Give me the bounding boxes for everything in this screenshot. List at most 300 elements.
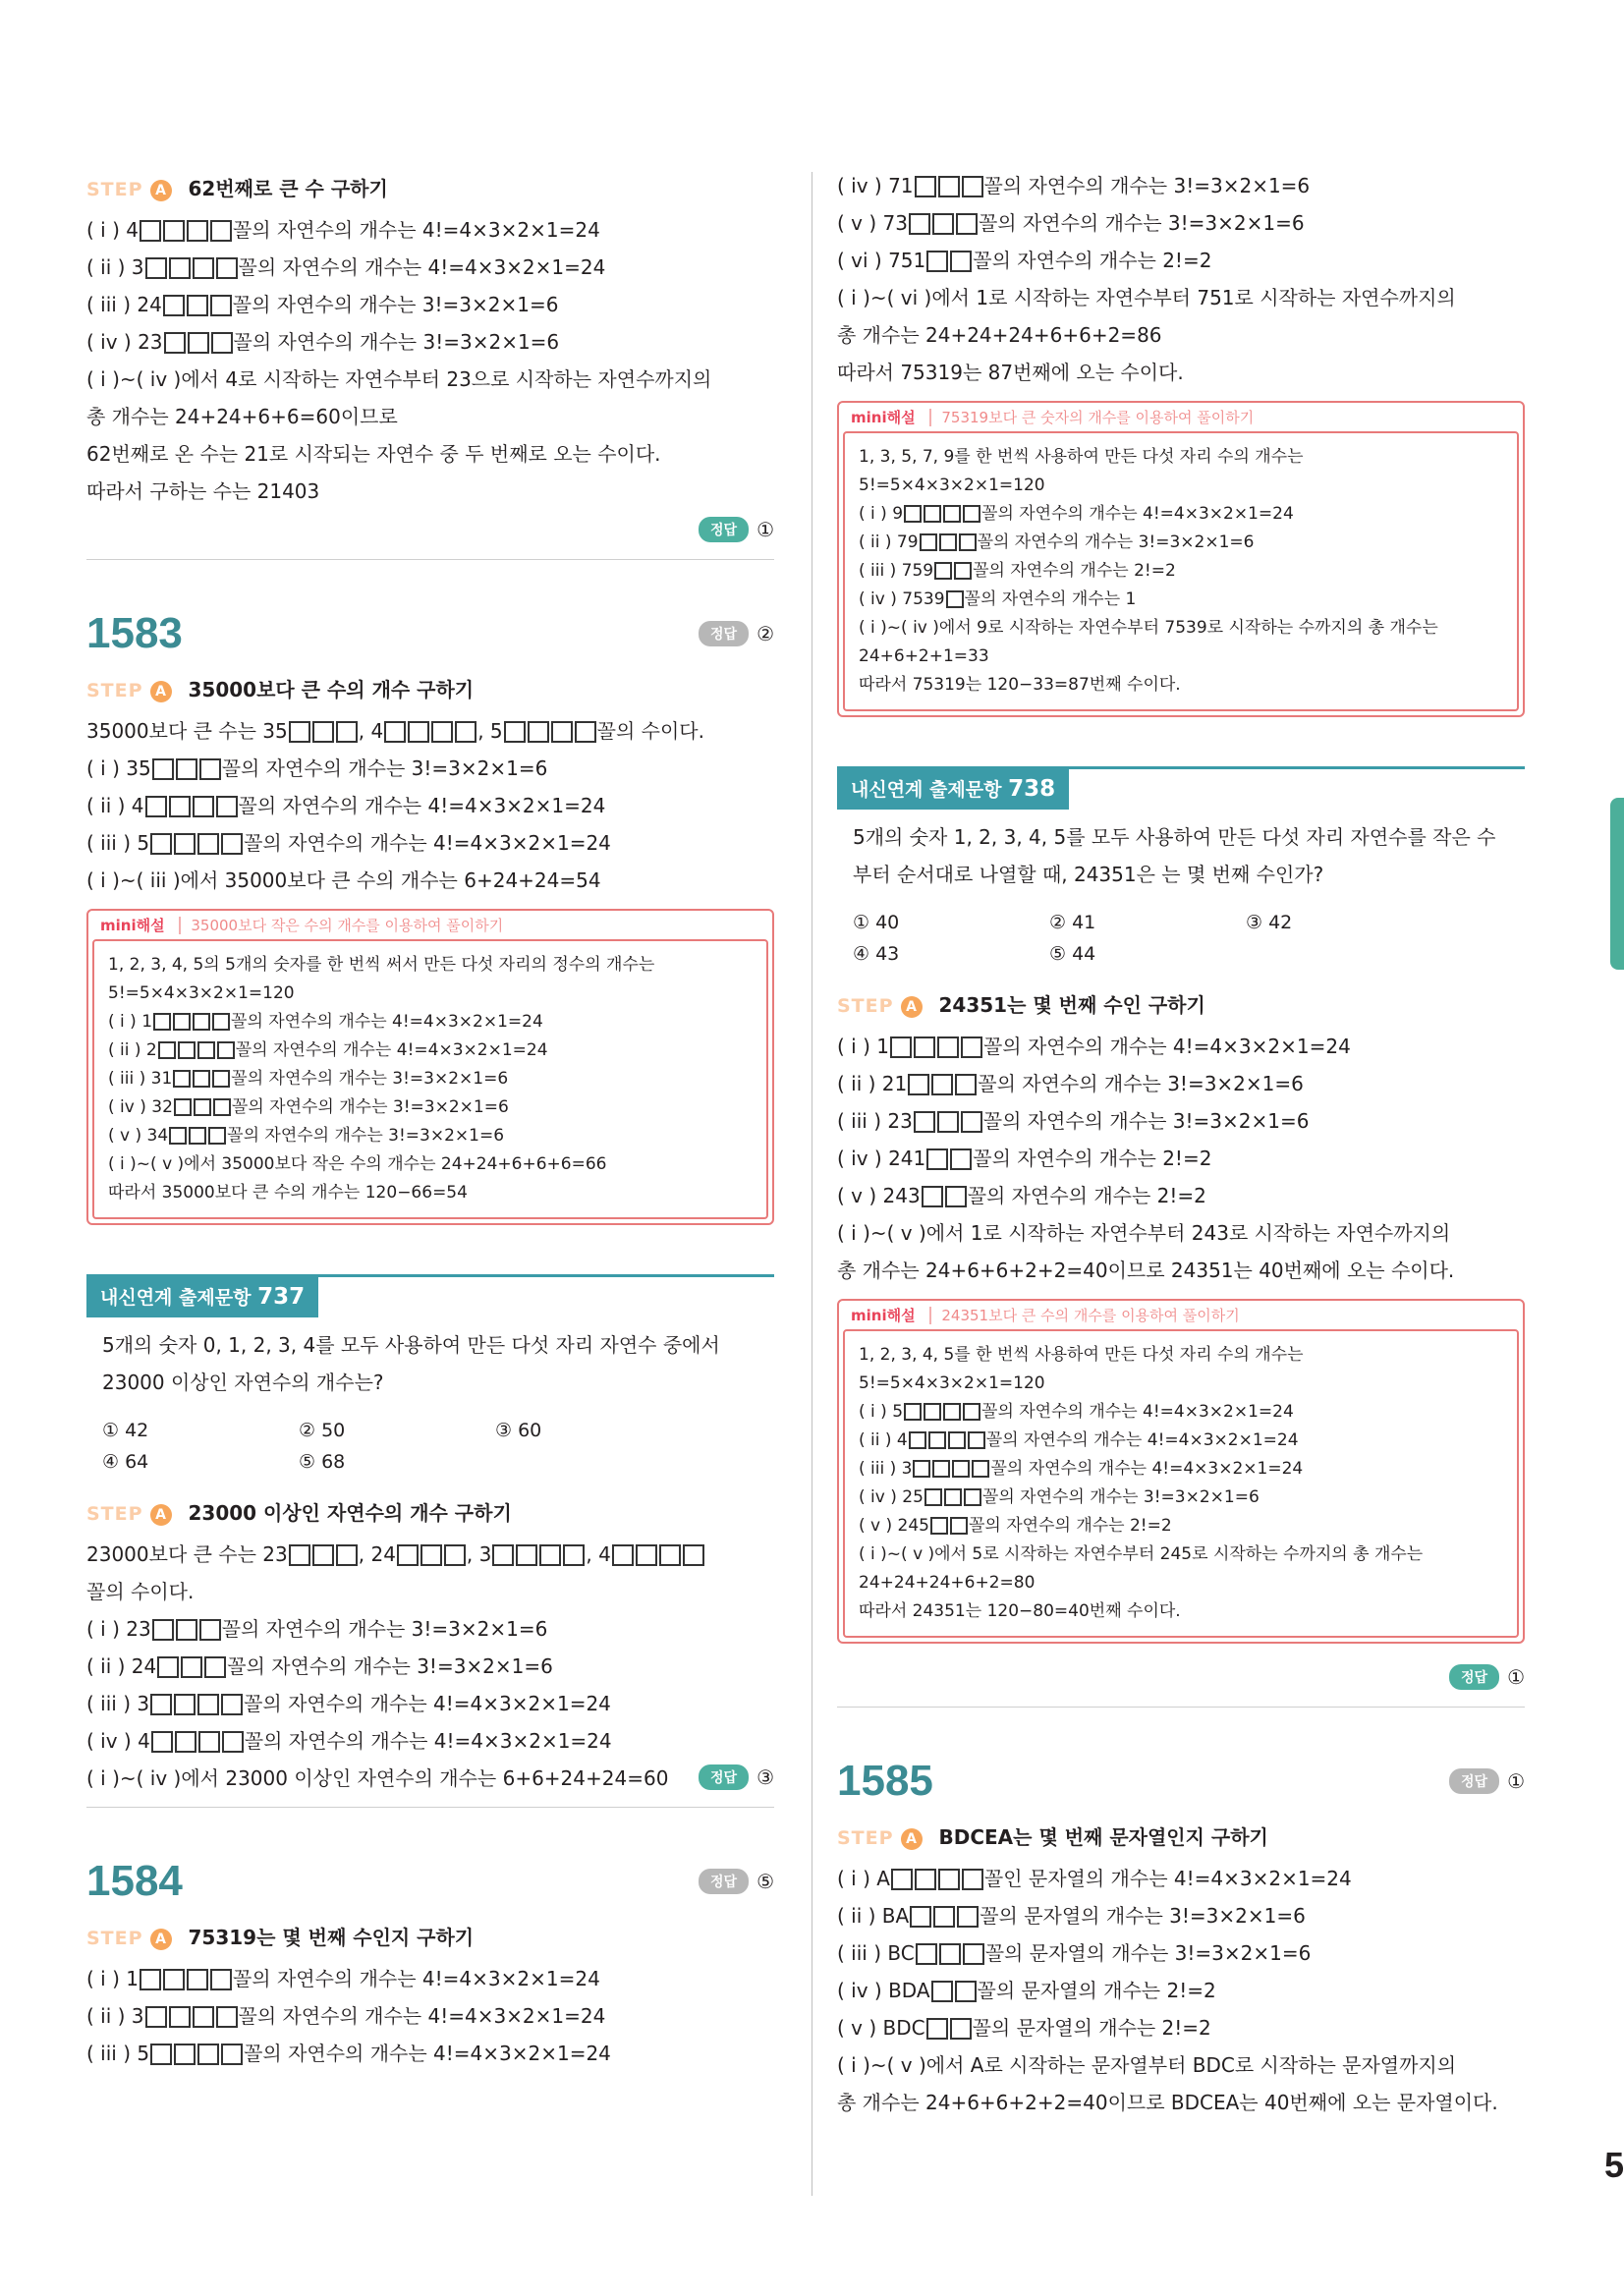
line-text: ( iii ) 759 <box>859 561 934 581</box>
blank-box-icon <box>955 1981 977 2002</box>
blank-box-icon <box>950 251 972 272</box>
blank-box-icon <box>222 1731 244 1753</box>
right-column <box>837 167 1525 2121</box>
step-title: 75319는 몇 번째 수인지 구하기 <box>188 1926 475 1949</box>
blank-box-icon <box>189 1127 206 1145</box>
choice-1[interactable]: ① 40 <box>853 912 900 933</box>
blank-box-icon <box>216 257 238 279</box>
solution-line <box>837 1102 1525 1140</box>
blank-box-icon <box>950 2018 972 2040</box>
answer-value: ① <box>1507 1665 1525 1689</box>
step-circle-badge: A <box>901 1828 923 1850</box>
exam-question-text: 5개의 숫자 0, 1, 2, 3, 4를 모두 사용하여 만든 다섯 자리 자연수 중에서 23000 이상인 자연수의 개수는? <box>102 1333 720 1394</box>
line-text: 꼴의 자연수의 개수는 4!=4×3×2×1=24 <box>238 255 606 279</box>
blank-box-icon <box>943 505 961 523</box>
line-text: 꼴의 자연수의 개수는 4!=4×3×2×1=24 <box>244 1729 612 1753</box>
step-heading: STEP A 75319는 몇 번째 수인지 구하기 <box>86 1926 475 1949</box>
answer-badge: 정답 <box>699 1764 749 1790</box>
choice-3[interactable]: ③ 60 <box>495 1420 542 1441</box>
solution-line <box>859 1341 1503 1370</box>
line-text: 24+24+24+6+2=80 <box>859 1573 1036 1593</box>
line-text: ( i ) 1 <box>86 1967 139 1990</box>
line-text: ( iv ) 241 <box>837 1147 926 1170</box>
solution-lines <box>837 1860 1525 2121</box>
blank-box-icon <box>890 1036 912 1058</box>
blank-box-icon <box>516 1544 537 1566</box>
chapter-side-tab <box>1610 798 1624 970</box>
line-text: 23000보다 큰 수는 23 <box>86 1542 288 1566</box>
line-text: , 24 <box>358 1542 396 1566</box>
line-text: 꼴의 자연수의 개수는 1 <box>964 589 1137 609</box>
solution-line <box>859 643 1503 671</box>
blank-box-icon <box>174 2044 196 2065</box>
answer-choices <box>86 1409 774 1491</box>
solution-line <box>86 2035 774 2072</box>
problem-number: 1584 <box>86 1857 183 1905</box>
solution-line <box>86 1573 774 1610</box>
blank-box-icon <box>962 176 983 197</box>
blank-box-icon <box>187 295 208 316</box>
blank-box-icon <box>933 1906 955 1928</box>
solution-line <box>837 1028 1525 1065</box>
exam-tag: 내신연계 출제문항 738 <box>837 769 1069 810</box>
mini-label: mini해설 <box>851 1307 916 1324</box>
blank-box-icon <box>492 1544 514 1566</box>
blank-box-icon <box>176 1619 197 1641</box>
line-text: ( i )~( iv )에서 23000 이상인 자연수의 개수는 6+6+24+24=60 <box>86 1766 669 1790</box>
blank-box-icon <box>188 332 209 354</box>
blank-box-icon <box>913 1460 930 1478</box>
blank-box-icon <box>210 295 232 316</box>
solution-lines <box>837 1028 1525 1289</box>
blank-box-icon <box>187 220 208 242</box>
choice-4[interactable]: ④ 43 <box>853 943 900 965</box>
answer-badge: 정답 <box>1449 1664 1499 1690</box>
solution-line <box>837 1214 1525 1252</box>
line-text: 꼴의 자연수의 개수는 3!=3×2×1=6 <box>221 1617 548 1641</box>
step-heading: STEP A 23000 이상인 자연수의 개수 구하기 <box>86 1501 512 1525</box>
solution-line <box>86 211 774 249</box>
solution-line <box>859 1427 1503 1455</box>
blank-box-icon <box>924 1488 942 1506</box>
blank-box-icon <box>194 1098 211 1116</box>
blank-box-icon <box>193 796 214 817</box>
solution-line <box>859 1597 1503 1626</box>
blank-box-icon <box>150 2044 172 2065</box>
mini-explanation-box <box>86 909 774 1225</box>
problem-number: 1585 <box>837 1757 933 1805</box>
line-text: 꼴의 자연수의 개수는 4!=4×3×2×1=24 <box>235 1040 548 1060</box>
line-text: ( ii ) 2 <box>108 1040 157 1060</box>
line-text: 꼴의 자연수의 개수는 3!=3×2×1=6 <box>981 1487 1260 1507</box>
blank-box-icon <box>551 721 573 743</box>
line-text: 1, 3, 5, 7, 9를 한 번씩 사용하여 만든 다섯 자리 수의 개수는 <box>859 447 1304 467</box>
blank-box-icon <box>152 758 174 780</box>
blank-box-icon <box>950 1517 968 1535</box>
blank-box-icon <box>528 721 549 743</box>
choice-1[interactable]: ① 42 <box>102 1420 149 1441</box>
line-text: 꼴의 자연수의 개수는 2!=2 <box>967 1184 1206 1207</box>
blank-box-icon <box>408 721 429 743</box>
line-text: 총 개수는 24+24+24+6+6+2=86 <box>837 323 1162 347</box>
line-text: ( i )~( v )에서 A로 시작하는 문자열부터 BDC로 시작하는 문자열까지의 <box>837 2053 1457 2077</box>
line-text: 따라서 75319는 87번째에 오는 수이다. <box>837 361 1184 384</box>
line-text: ( i )~( v )에서 1로 시작하는 자연수부터 243로 시작하는 자연수까지의 <box>837 1221 1451 1245</box>
blank-box-icon <box>169 257 191 279</box>
step-heading: STEP A BDCEA는 몇 번째 문자열인지 구하기 <box>837 1825 1268 1849</box>
blank-box-icon <box>140 220 161 242</box>
solution-line <box>859 1540 1503 1569</box>
blank-box-icon <box>145 2006 167 2028</box>
step-title: 24351는 몇 번째 수인 구하기 <box>938 993 1205 1017</box>
solution-line <box>837 1860 1525 1897</box>
step-circle-badge: A <box>150 180 172 201</box>
blank-box-icon <box>937 1111 959 1133</box>
section-rule <box>837 1707 1525 1708</box>
blank-box-icon <box>212 1070 230 1088</box>
solution-lines <box>86 211 774 510</box>
blank-box-icon <box>163 220 185 242</box>
mini-body <box>843 1329 1519 1638</box>
blank-box-icon <box>636 1544 657 1566</box>
solution-line <box>837 2009 1525 2046</box>
line-text: 따라서 75319는 120−33=87번째 수이다. <box>859 675 1181 695</box>
step-title: 62번째로 큰 수 구하기 <box>188 177 388 200</box>
blank-box-icon <box>153 1013 171 1031</box>
blank-box-icon <box>891 1869 913 1890</box>
line-text: 24+6+2+1=33 <box>859 646 989 666</box>
line-text: , 4 <box>586 1542 611 1566</box>
problem-header-1584 <box>86 1857 774 1906</box>
line-text: ( iii ) 3 <box>859 1459 913 1479</box>
problem-header-1583 <box>86 609 774 658</box>
choice-2[interactable]: ② 50 <box>299 1420 346 1441</box>
choice-5[interactable]: ⑤ 68 <box>299 1451 346 1473</box>
blank-box-icon <box>289 721 310 743</box>
line-text: 꼴의 자연수의 개수는 2!=2 <box>968 1516 1172 1536</box>
answer-badge: 정답 <box>699 517 749 542</box>
solution-line <box>86 1685 774 1722</box>
answer-value: ③ <box>756 1765 774 1789</box>
solution-line <box>837 316 1525 354</box>
line-text: 꼴의 자연수의 개수는 3!=3×2×1=6 <box>233 330 560 354</box>
answer-value: ① <box>756 518 774 541</box>
choice-3[interactable]: ③ 42 <box>1246 912 1293 933</box>
blank-box-icon <box>950 1148 972 1170</box>
solution-lines <box>86 1960 774 2072</box>
step-title: 23000 이상인 자연수의 개수 구하기 <box>188 1501 512 1525</box>
line-text: 총 개수는 24+6+6+2+2=40이므로 24351는 40번째에 오는 수이다. <box>837 1259 1455 1282</box>
solution-line <box>86 824 774 862</box>
page-number: 5 <box>1603 2145 1624 2185</box>
solution-line <box>86 473 774 510</box>
blank-box-icon <box>904 505 922 523</box>
solution-line <box>859 1512 1503 1540</box>
line-text: 62번째로 온 수는 21로 시작되는 자연수 중 두 번째로 오는 수이다. <box>86 442 661 466</box>
blank-box-icon <box>924 505 941 523</box>
blank-box-icon <box>939 1943 961 1965</box>
line-text: 꼴의 자연수의 개수는 3!=3×2×1=6 <box>227 1654 553 1678</box>
blank-box-icon <box>210 220 232 242</box>
blank-box-icon <box>164 332 186 354</box>
blank-box-icon <box>943 1403 961 1421</box>
line-text: ( iv ) 4 <box>86 1729 150 1753</box>
mini-label: mini해설 <box>100 917 165 934</box>
answer-badge: 정답 <box>699 621 749 646</box>
line-text: ( iii ) 23 <box>837 1109 913 1133</box>
blank-box-icon <box>455 721 476 743</box>
line-text: 5!=5×4×3×2×1=120 <box>108 983 295 1003</box>
line-text: ( iii ) 5 <box>86 831 150 855</box>
blank-box-icon <box>158 1041 176 1059</box>
line-text: 5!=5×4×3×2×1=120 <box>859 476 1045 495</box>
solution-line <box>86 286 774 323</box>
blank-box-icon <box>210 1969 232 1990</box>
exam-number: 737 <box>257 1284 306 1310</box>
blank-box-icon <box>336 1544 358 1566</box>
blank-box-icon <box>915 176 936 197</box>
answer-badge: 정답 <box>1449 1768 1499 1794</box>
step-heading: STEP A 62번째로 큰 수 구하기 <box>86 177 388 200</box>
step-title: 35000보다 큰 수의 개수 구하기 <box>188 678 475 701</box>
blank-box-icon <box>926 251 948 272</box>
blank-box-icon <box>163 295 185 316</box>
solution-line <box>86 750 774 787</box>
blank-box-icon <box>612 1544 634 1566</box>
line-text: 꼴의 자연수의 개수는 3!=3×2×1=6 <box>978 1072 1304 1095</box>
line-text: 꼴의 자연수의 개수는 3!=3×2×1=6 <box>231 1069 509 1089</box>
line-text: 꼴의 자연수의 개수는 4!=4×3×2×1=24 <box>981 504 1294 524</box>
solution-line <box>108 1093 753 1122</box>
line-text: ( v ) 73 <box>837 211 908 235</box>
blank-box-icon <box>145 257 167 279</box>
blank-box-icon <box>683 1544 704 1566</box>
blank-box-icon <box>169 796 191 817</box>
solution-line <box>837 1897 1525 1934</box>
blank-box-icon <box>920 533 937 551</box>
blank-box-icon <box>909 1431 926 1449</box>
line-text: 꼴의 자연수의 개수는 4!=4×3×2×1=24 <box>231 1012 543 1032</box>
solution-lines <box>837 167 1525 391</box>
step-circle-badge: A <box>150 1929 172 1950</box>
solution-line <box>86 787 774 824</box>
blank-box-icon <box>174 833 196 855</box>
step-heading: STEP A 24351는 몇 번째 수인 구하기 <box>837 993 1205 1017</box>
line-text: ( iii ) 24 <box>86 293 162 316</box>
blank-box-icon <box>169 2006 191 2028</box>
line-text: 1, 2, 3, 4, 5를 한 번씩 사용하여 만든 다섯 자리 수의 개수는 <box>859 1345 1304 1365</box>
solution-line <box>859 1484 1503 1512</box>
line-text: , 5 <box>477 719 503 743</box>
blank-box-icon <box>336 721 358 743</box>
blank-box-icon <box>937 1036 959 1058</box>
mini-explanation-box <box>837 1299 1525 1644</box>
line-text: ( ii ) BA <box>837 1904 910 1928</box>
line-text: ( i )~( iv )에서 9로 시작하는 자연수부터 7539로 시작하는 수까지의 총 개수는 <box>859 618 1438 638</box>
solution-line <box>86 1536 774 1573</box>
line-text: 꼴의 문자열의 개수는 2!=2 <box>972 2016 1211 2040</box>
solution-line <box>86 398 774 435</box>
line-text: ( ii ) 3 <box>86 2004 144 2028</box>
line-text: 꼴인 문자열의 개수는 4!=4×3×2×1=24 <box>983 1867 1352 1890</box>
line-text: 꼴의 자연수의 개수는 4!=4×3×2×1=24 <box>985 1430 1299 1450</box>
line-text: 꼴의 자연수의 개수는 3!=3×2×1=6 <box>231 1097 509 1117</box>
solution-line <box>837 1972 1525 2009</box>
choice-5[interactable]: ⑤ 44 <box>1049 943 1096 965</box>
blank-box-icon <box>187 1969 208 1990</box>
blank-box-icon <box>916 1943 937 1965</box>
line-text: ( v ) 245 <box>859 1516 929 1536</box>
blank-box-icon <box>199 758 221 780</box>
blank-box-icon <box>963 505 980 523</box>
solution-line <box>108 1036 753 1065</box>
solution-line <box>86 435 774 473</box>
line-text: 꼴의 자연수의 개수는 4!=4×3×2×1=24 <box>232 218 600 242</box>
mini-topic: 24351보다 큰 수의 개수를 이용하여 풀이하기 <box>929 1307 1239 1324</box>
line-text: ( i )~( v )에서 5로 시작하는 자연수부터 245로 시작하는 수까지의 총 개수는 <box>859 1544 1424 1564</box>
line-text: ( v ) BDC <box>837 2016 925 2040</box>
solution-line <box>108 980 753 1008</box>
line-text: ( i ) 23 <box>86 1617 151 1641</box>
blank-box-icon <box>539 1544 561 1566</box>
solution-line <box>859 1455 1503 1484</box>
line-text: ( i ) A <box>837 1867 890 1890</box>
blank-box-icon <box>926 2018 948 2040</box>
solution-line <box>108 951 753 980</box>
blank-box-icon <box>575 721 596 743</box>
blank-box-icon <box>944 1488 962 1506</box>
blank-box-icon <box>175 1731 196 1753</box>
line-text: ( i ) 35 <box>86 756 151 780</box>
blank-box-icon <box>945 1186 967 1207</box>
blank-box-icon <box>397 1544 419 1566</box>
blank-box-icon <box>140 1969 161 1990</box>
solution-line <box>86 1960 774 1997</box>
blank-box-icon <box>221 1694 243 1715</box>
choice-4[interactable]: ④ 64 <box>102 1451 149 1473</box>
blank-box-icon <box>948 1431 966 1449</box>
line-text: ( iv ) 32 <box>108 1097 173 1117</box>
blank-box-icon <box>961 1111 982 1133</box>
blank-box-icon <box>211 332 233 354</box>
line-text: ( iv ) 23 <box>86 330 163 354</box>
line-text: 꼴의 자연수의 개수는 2!=2 <box>973 561 1176 581</box>
blank-box-icon <box>910 1906 931 1928</box>
line-text: ( iii ) 3 <box>86 1692 150 1715</box>
line-text: 꼴의 자연수의 개수는 3!=3×2×1=6 <box>977 532 1255 552</box>
line-text: ( ii ) 4 <box>859 1430 908 1450</box>
line-text: 꼴의 자연수의 개수는 4!=4×3×2×1=24 <box>982 1035 1351 1058</box>
line-text: 꼴의 자연수의 개수는 2!=2 <box>973 1147 1212 1170</box>
solution-line <box>86 1610 774 1648</box>
blank-box-icon <box>193 257 214 279</box>
blank-box-icon <box>930 1517 948 1535</box>
solution-line <box>859 1569 1503 1597</box>
line-text: 꼴의 자연수의 개수는 4!=4×3×2×1=24 <box>238 2004 606 2028</box>
line-text: ( ii ) 24 <box>86 1654 157 1678</box>
blank-box-icon <box>956 213 978 235</box>
blank-box-icon <box>968 1431 985 1449</box>
line-text: 따라서 구하는 수는 21403 <box>86 479 320 503</box>
solution-line <box>837 204 1525 242</box>
step-circle-badge: A <box>901 996 923 1018</box>
blank-box-icon <box>964 1488 981 1506</box>
solution-line <box>837 2046 1525 2084</box>
line-text: 꼴의 문자열의 개수는 3!=3×2×1=6 <box>984 1941 1312 1965</box>
blank-box-icon <box>659 1544 681 1566</box>
line-text: ( ii ) 4 <box>86 794 144 817</box>
mini-body <box>92 939 768 1219</box>
blank-box-icon <box>934 562 952 580</box>
line-text: 꼴의 자연수의 개수는 3!=3×2×1=6 <box>232 293 559 316</box>
blank-box-icon <box>208 1127 226 1145</box>
blank-box-icon <box>420 1544 442 1566</box>
blank-box-icon <box>909 213 930 235</box>
solution-line <box>859 1370 1503 1398</box>
blank-box-icon <box>914 1036 935 1058</box>
blank-box-icon <box>173 1070 191 1088</box>
line-text: ( iv ) 71 <box>837 174 914 197</box>
line-text: 35000보다 큰 수는 35 <box>86 719 288 743</box>
solution-line <box>86 1648 774 1685</box>
line-text: 꼴의 자연수의 개수는 4!=4×3×2×1=24 <box>244 2042 611 2065</box>
blank-box-icon <box>926 1148 948 1170</box>
line-text: 따라서 35000보다 큰 수의 개수는 120−66=54 <box>108 1183 468 1203</box>
solution-line <box>86 361 774 398</box>
blank-box-icon <box>174 1694 196 1715</box>
mini-label: mini해설 <box>851 409 916 426</box>
exam-question-text: 5개의 숫자 1, 2, 3, 4, 5를 모두 사용하여 만든 다섯 자리 자연수를 작은 수 부터 순서대로 나열할 때, 24351은 는 몇 번째 수인가? <box>853 825 1496 886</box>
blank-box-icon <box>221 833 243 855</box>
blank-box-icon <box>181 1656 202 1678</box>
line-text: , 4 <box>358 719 384 743</box>
solution-line <box>837 1065 1525 1102</box>
blank-box-icon <box>221 2044 243 2065</box>
solution-line <box>86 323 774 361</box>
solution-line <box>108 1150 753 1179</box>
mini-topic: 35000보다 작은 수의 개수를 이용하여 풀이하기 <box>179 917 503 934</box>
answer-value: ⑤ <box>756 1870 774 1893</box>
line-text: 꼴의 자연수의 개수는 4!=4×3×2×1=24 <box>981 1402 1294 1422</box>
blank-box-icon <box>938 176 960 197</box>
solution-line <box>837 1177 1525 1214</box>
blank-box-icon <box>961 1036 982 1058</box>
blank-box-icon <box>178 1041 196 1059</box>
blank-box-icon <box>157 1656 179 1678</box>
line-text: ( iii ) BC <box>837 1941 915 1965</box>
line-text: 꼴의 자연수의 개수는 3!=3×2×1=6 <box>978 211 1305 235</box>
answer-value: ② <box>756 622 774 645</box>
line-text: ( v ) 243 <box>837 1184 921 1207</box>
line-text: 총 개수는 24+24+6+6=60이므로 <box>86 405 398 428</box>
line-text: ( ii ) 3 <box>86 255 144 279</box>
blank-box-icon <box>312 721 334 743</box>
exam-number: 738 <box>1008 776 1056 802</box>
blank-box-icon <box>504 721 526 743</box>
blank-box-icon <box>924 1403 941 1421</box>
solution-line <box>859 671 1503 700</box>
solution-line <box>837 1140 1525 1177</box>
solution-line <box>108 1122 753 1150</box>
solution-line <box>837 2084 1525 2121</box>
blank-box-icon <box>962 1869 983 1890</box>
blank-box-icon <box>931 1074 953 1095</box>
blank-box-icon <box>963 1943 984 1965</box>
line-text: 꼴의 자연수의 개수는 3!=3×2×1=6 <box>983 174 1311 197</box>
line-text: 총 개수는 24+6+6+2+2=40이므로 BDCEA는 40번째에 오는 문자열이다. <box>837 2091 1498 2114</box>
line-text: ( i )~( v )에서 35000보다 작은 수의 개수는 24+24+6+6+6=66 <box>108 1154 607 1174</box>
choice-2[interactable]: ② 41 <box>1049 912 1096 933</box>
